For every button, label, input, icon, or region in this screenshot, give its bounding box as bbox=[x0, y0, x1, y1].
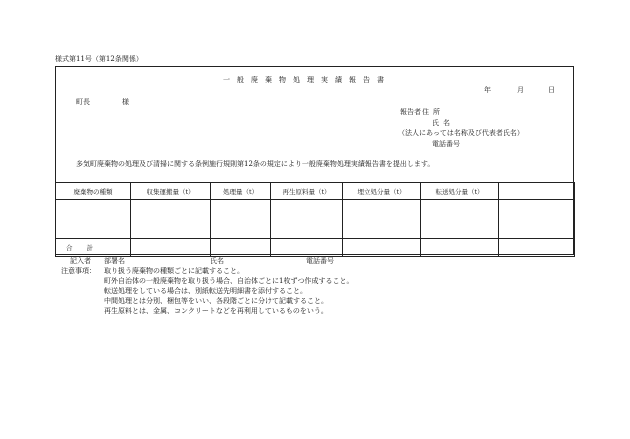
cell-processing-amount[interactable] bbox=[211, 200, 271, 239]
note-item: 再生原料とは、金属、コンクリートなどを再利用しているものをいう。 bbox=[104, 307, 328, 315]
reporter-corporation-note: （法人にあっては名称及び代表者氏名） bbox=[398, 129, 524, 137]
addressee-mayor: 町長 bbox=[76, 98, 90, 106]
recorder-phone-label: 電話番号 bbox=[306, 257, 334, 265]
form-title: 一般廃棄物処理実績報告書 bbox=[223, 76, 391, 84]
cell-waste-type[interactable] bbox=[56, 200, 131, 239]
recorder-label: 記入者 bbox=[70, 257, 91, 265]
total-extra[interactable] bbox=[499, 239, 575, 257]
cell-collection-amount[interactable] bbox=[131, 200, 211, 239]
notes-label: 注意事項： bbox=[61, 267, 96, 275]
recorder-name-label: 氏名 bbox=[210, 257, 224, 265]
note-item: 町外自治体の一般廃棄物を取り扱う場合、自治体ごとに1枚ずつ作成すること。 bbox=[104, 277, 354, 285]
header-waste-type: 廃棄物の種類 bbox=[56, 183, 131, 200]
header-transfer-amount: 転送処分量（t） bbox=[421, 183, 499, 200]
total-processing-amount[interactable] bbox=[211, 239, 271, 257]
addressee-honorific: 様 bbox=[122, 98, 129, 106]
header-blank bbox=[499, 183, 575, 200]
cell-landfill-amount[interactable] bbox=[343, 200, 421, 239]
total-label: 合計 bbox=[56, 239, 131, 257]
total-landfill-amount[interactable] bbox=[343, 239, 421, 257]
header-collection-amount: 収集運搬量（t） bbox=[131, 183, 211, 200]
date-day-label: 日 bbox=[548, 86, 555, 94]
total-collection-amount[interactable] bbox=[131, 239, 211, 257]
note-item: 取り扱う廃棄物の種類ごとに記載すること。 bbox=[104, 267, 244, 275]
cell-extra[interactable] bbox=[499, 200, 575, 239]
total-recycled-amount[interactable] bbox=[271, 239, 343, 257]
table-row bbox=[56, 200, 575, 239]
note-item: 中間処理とは分別、梱包等をいい、各段階ごとに分けて記載すること。 bbox=[104, 297, 328, 305]
reporter-phone-label: 電話番号 bbox=[432, 140, 460, 148]
header-processing-amount: 処理量（t） bbox=[211, 183, 271, 200]
total-transfer-amount[interactable] bbox=[421, 239, 499, 257]
note-item: 転送処理をしている場合は、別紙転送先明細書を添付すること。 bbox=[104, 287, 307, 295]
reporter-label: 報告者 bbox=[400, 108, 421, 116]
submission-statement: 多気町廃棄物の処理及び清掃に関する条例施行規則第12条の規定により一般廃棄物処理実績報告書を提出します。 bbox=[76, 160, 435, 168]
reporter-address-label: 住所 bbox=[422, 108, 444, 116]
table-header-row bbox=[56, 183, 575, 200]
date-month-label: 月 bbox=[517, 86, 524, 94]
waste-report-table bbox=[55, 182, 575, 257]
recorder-department-label: 部署名 bbox=[104, 257, 125, 265]
table-total-row bbox=[56, 239, 575, 257]
form-number: 様式第11号（第12条関係） bbox=[55, 55, 143, 63]
date-year-label: 年 bbox=[484, 86, 491, 94]
header-landfill-amount: 埋立処分量（t） bbox=[343, 183, 421, 200]
reporter-name-label: 氏名 bbox=[432, 119, 454, 127]
cell-recycled-amount[interactable] bbox=[271, 200, 343, 239]
cell-transfer-amount[interactable] bbox=[421, 200, 499, 239]
header-recycled-amount: 再生原料量（t） bbox=[271, 183, 343, 200]
